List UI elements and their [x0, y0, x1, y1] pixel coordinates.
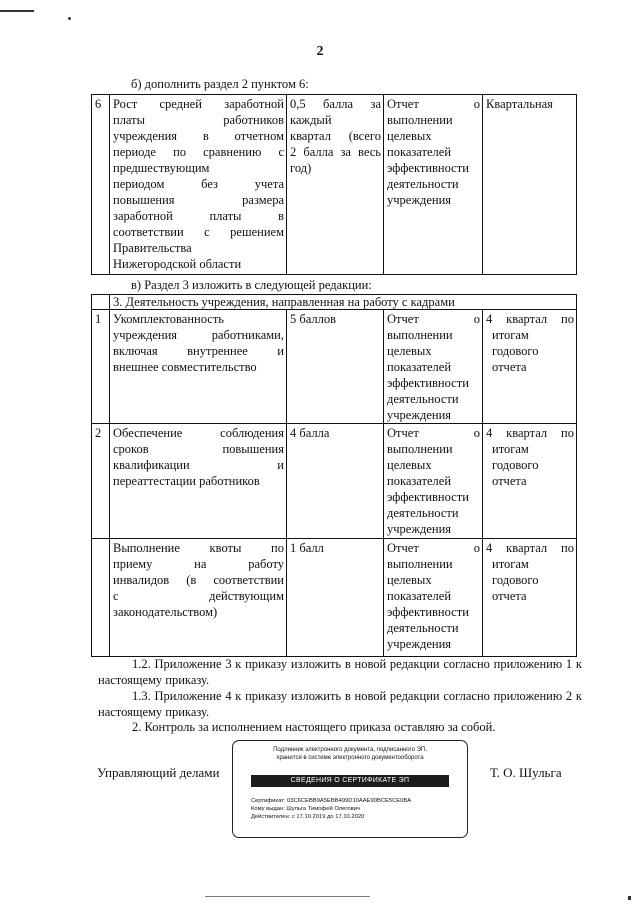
scan-mark-bottom-right	[628, 896, 631, 900]
row-number: 6	[92, 95, 110, 275]
row-number: 1	[92, 310, 110, 424]
intro-section-v: в) Раздел 3 изложить в следующей редакции:	[131, 278, 372, 292]
paragraph-2: 2. Контроль за исполнением настоящего приказа оставляю за собой.	[132, 720, 496, 734]
row-number: 2	[92, 424, 110, 539]
indicator-cell: Укомплектованность учреждения работниками, включая внутреннее и внешнее совместительство	[110, 310, 287, 424]
row-number	[92, 539, 110, 657]
signer-name: Т. О. Шульга	[490, 765, 562, 780]
e-signature-stamp	[232, 740, 468, 838]
score-cell: 4 балла	[287, 424, 384, 539]
paragraph-1-3: 1.3. Приложение 4 к приказу изложить в новой редакции согласно приложению 2 к настоящему приказу.	[98, 689, 582, 719]
scan-mark-bottom-line	[205, 896, 370, 897]
period-cell: 4 квартал по итогам годового отчета	[483, 424, 577, 539]
stamp-valid: Действителен: с 17.10.2019 до 17.10.2020	[251, 814, 365, 820]
table-row	[92, 95, 577, 275]
report-cell: Отчет о выполнении целевых показателей эффективности деятельности учреждения	[384, 424, 483, 539]
indicator-cell: Рост средней заработной платы работников учреждения в отчетном периоде по сравнению с предшествующим периодом без учета повышения размера заработной платы в соответствии с решением Правительства Нижегородской области	[110, 95, 287, 275]
criteria-table-v	[91, 294, 577, 657]
signer-position: Управляющий делами	[97, 765, 220, 780]
period-cell: Квартальная	[483, 95, 577, 275]
period-cell: 4 квартал по итогам годового отчета	[483, 310, 577, 424]
indicator-cell: Обеспечение соблюдения сроков повышения квалификации и переаттестации работников	[110, 424, 287, 539]
stamp-issued-to: Кому выдан: Шульга Тимофей Олегович	[251, 806, 360, 812]
score-cell: 5 баллов	[287, 310, 384, 424]
scan-mark-top-left	[0, 10, 34, 12]
stamp-band-title: СВЕДЕНИЯ О СЕРТИФИКАТЕ ЭП	[251, 775, 449, 787]
period-cell: 4 квартал по итогам годового отчета	[483, 539, 577, 657]
criteria-table-b	[91, 94, 577, 275]
scan-mark-top-dot	[68, 17, 71, 20]
report-cell: Отчет о выполнении целевых показателей эффективности деятельности учреждения	[384, 95, 483, 275]
page-number: 2	[316, 44, 324, 59]
score-cell: 1 балл	[287, 539, 384, 657]
score-cell: 0,5 балла за каждый квартал (всего 2 балла за весь год)	[287, 95, 384, 275]
section-title: 3. Деятельность учреждения, направленная на работу с кадрами	[110, 295, 577, 310]
report-cell: Отчет о выполнении целевых показателей эффективности деятельности учреждения	[384, 310, 483, 424]
section-header-row	[92, 295, 577, 310]
table-row	[92, 310, 577, 424]
intro-section-b: б) дополнить раздел 2 пунктом 6:	[131, 77, 309, 91]
table-row	[92, 539, 577, 657]
paragraph-1-2: 1.2. Приложение 3 к приказу изложить в новой редакции согласно приложению 1 к настоящему приказу.	[98, 657, 582, 687]
stamp-details	[251, 797, 467, 821]
indicator-cell: Выполнение квоты по приему на работу инвалидов (в соответствии с действующим законодательством)	[110, 539, 287, 657]
report-cell: Отчет о выполнении целевых показателей эффективности деятельности учреждения	[384, 539, 483, 657]
stamp-note: Подлинник электронного документа, подписанного ЭП, хранится в системе электронного документооборота	[273, 747, 427, 761]
stamp-certificate: Сертификат: 03C6CEBB9A5EBB499D10AAE90BCE5CE0BA	[251, 798, 412, 804]
table-row	[92, 424, 577, 539]
